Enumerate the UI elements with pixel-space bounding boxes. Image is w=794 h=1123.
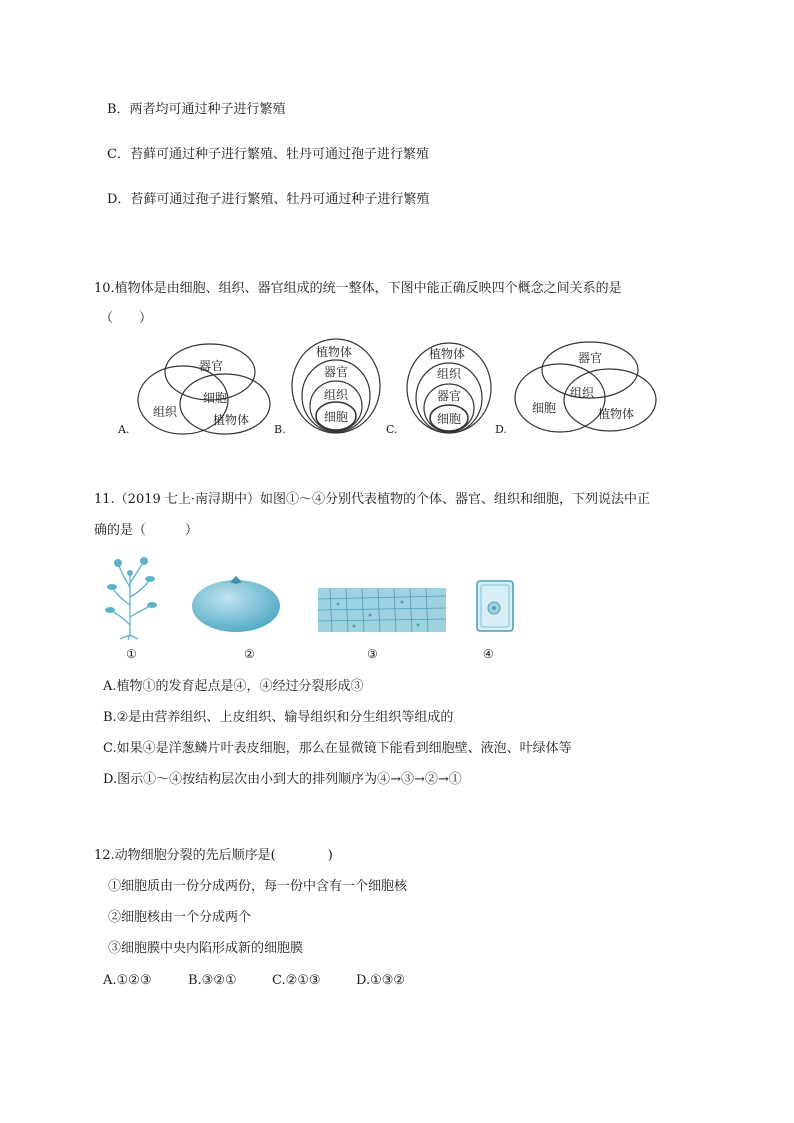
tomato-illustration — [190, 572, 282, 634]
q10-label-d: D. — [495, 423, 507, 436]
q10-d-plant: 植物体 — [598, 407, 635, 421]
q10-d-cell: 细胞 — [532, 401, 557, 415]
q10-d-tissue: 组织 — [570, 386, 595, 400]
cell-illustration — [474, 578, 516, 634]
q9-option-c: C．苔藓可通过种子进行繁殖、牡丹可通过孢子进行繁殖 — [107, 147, 429, 162]
q10-c-organ: 器官 — [437, 389, 462, 403]
q11-option-c: C.如果④是洋葱鳞片叶表皮细胞，那么在显微镜下能看到细胞壁、液泡、叶绿体等 — [103, 741, 572, 756]
q11-stem-line1: 11.（2019 七上·南浔期中）如图①～④分别代表植物的个体、器官、组织和细胞，下列说法中正 — [94, 492, 651, 507]
caption-2: ② — [244, 647, 255, 661]
q11-stem-line2: 确的是（ ） — [94, 523, 199, 538]
caption-4: ④ — [483, 647, 494, 661]
caption-1: ① — [126, 647, 137, 661]
q10-b-tissue: 组织 — [324, 388, 349, 402]
q10-b-plant: 植物体 — [316, 345, 353, 359]
q10-diagram-c — [405, 340, 495, 436]
q10-a-cell: 细胞 — [203, 391, 228, 405]
q10-label-a: A. — [118, 423, 130, 436]
q12-item-2: ②细胞核由一个分成两个 — [108, 910, 252, 925]
q10-diagram-b — [290, 336, 385, 436]
q9-option-d: D．苔藓可通过孢子进行繁殖、牡丹可通过种子进行繁殖 — [107, 192, 430, 207]
q12-option-b: B.③②① — [188, 973, 237, 988]
q10-a-organ: 器官 — [199, 359, 224, 373]
q10-c-plant: 植物体 — [429, 347, 466, 361]
q10-stem: 10.植物体是由细胞、组织、器官组成的统一整体，下图中能正确反映四个概念之间关系的是 — [94, 281, 622, 296]
q12-option-a: A.①②③ — [103, 973, 152, 988]
q12-item-1: ①细胞质由一份分成两份，每一份中含有一个细胞核 — [108, 879, 408, 894]
q10-b-organ: 器官 — [324, 365, 349, 379]
plant-illustration — [100, 555, 162, 640]
q10-c-cell: 细胞 — [437, 412, 462, 426]
q10-label-b: B. — [274, 423, 286, 436]
q12-stem: 12.动物细胞分裂的先后顺序是( ) — [94, 848, 333, 863]
q9-option-b: B．两者均可通过种子进行繁殖 — [107, 102, 286, 117]
q10-c-tissue: 组织 — [437, 367, 462, 381]
q10-diagram-a — [135, 342, 275, 437]
q11-option-a: A.植物①的发育起点是④，④经过分裂形成③ — [103, 679, 364, 694]
q10-b-cell: 细胞 — [324, 410, 349, 424]
q12-item-3: ③细胞膜中央内陷形成新的细胞膜 — [108, 941, 304, 956]
q11-option-d: D.图示①～④按结构层次由小到大的排列顺序为④→③→②→① — [103, 772, 462, 787]
caption-3: ③ — [367, 647, 378, 661]
q11-option-b: B.②是由营养组织、上皮组织、输导组织和分生组织等组成的 — [103, 710, 454, 725]
q10-a-tissue: 组织 — [153, 405, 178, 419]
q12-option-c: C.②①③ — [272, 973, 321, 988]
tissue-illustration — [318, 588, 446, 632]
q12-option-d: D.①③② — [356, 973, 406, 988]
q10-d-organ: 器官 — [578, 351, 603, 365]
q10-diagram-d — [512, 340, 660, 435]
q10-label-c: C. — [386, 423, 398, 436]
q10-answer-paren: （ ） — [100, 311, 153, 326]
q10-a-plant: 植物体 — [213, 413, 250, 427]
